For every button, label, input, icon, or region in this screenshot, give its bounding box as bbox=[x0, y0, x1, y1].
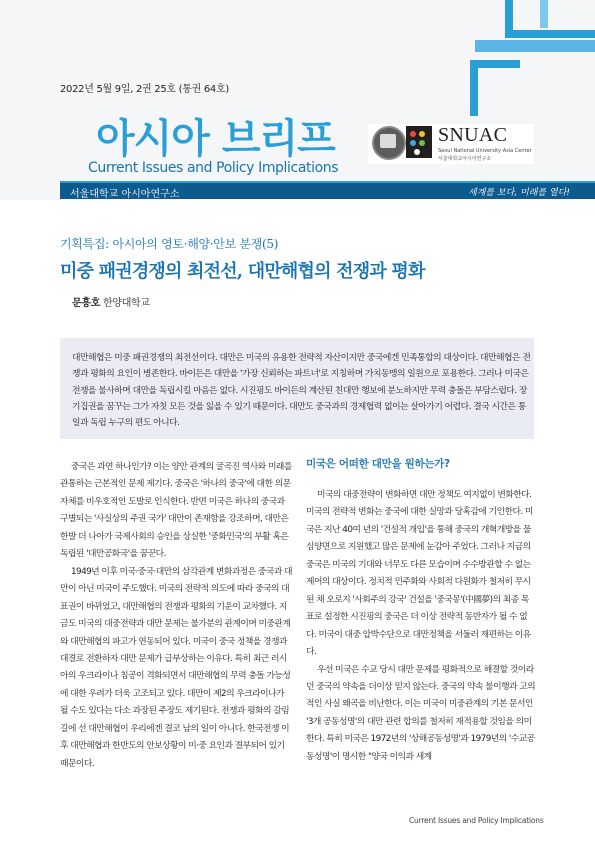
decor-bar bbox=[470, 60, 520, 68]
publication-title: 아시아 브리프 bbox=[96, 116, 335, 162]
body-column-left bbox=[60, 459, 292, 773]
publication-subtitle: Current Issues and Policy Implications bbox=[88, 160, 339, 176]
body-paragraph: 중국은 과연 하나인가? 이는 양안 관계의 굴곡진 역사와 미래를 관통하는 근본적인 문제 제기다. 중국은 '하나의 중국'에 대한 의문 자체를 비우호적인 도발로 인식한다. 반면 미국은 하나의 중국과 구별되는 '사실상의 주권 국가' 대만이 존재함을 강조하며, 대만은 한발 더 나아가 국제사회의 승인을 상실한 '중화민국'의 부활 혹은 독립된 '대만공화국'을 꿈꾼다. bbox=[60, 462, 292, 560]
body-paragraph: 1949년 이후 미국·중국·대만의 삼각관계 변화과정은 중국과 대만이 아닌 미국이 주도했다. 미국의 전략적 의도에 따라 중국의 대표권이 바뀌었고, 대만해협의 전쟁과 평화의 기운이 교차했다. 지금도 미국의 대중전략과 대만 문제는 불가분의 관계이며 미중관계와 대만해협의 파고가 연동되어 있다. 미국이 중국 정책을 경쟁과 대결로 전환하자 대만 문제가 급부상하는 이유다. 특히 최근 러시아의 우크라이나 침공이 격화되면서 대만해협의 무력 충돌 가능성에 대한 우려가 더욱 고조되고 있다. 대만이 제2의 우크라이나가 될 수도 있다는 다소 과장된 주장도 제기된다. 전쟁과 평화의 갈림길에 선 대만해협이 우리에겐 결코 남의 일이 아니다. 한국전쟁 이후 대만해협과 한반도의 안보상황이 미·중 요인과 결부되어 있기 때문이다. bbox=[60, 566, 292, 769]
summary-text: 대만해협은 미중 패권경쟁의 최전선이다. 대만은 미국의 유용한 전략적 자산이지만 중국에겐 민족통합의 대상이다. 대만해협은 전쟁과 평화의 요인이 병존한다. 바이든은 대만을 '가장 신뢰하는 파트너'로 지칭하며 가치동맹의 일원으로 포용한다. 그러나 미국은 전쟁을 불사하며 대만을 독립시킬 마음은 없다. 시진핑도 바이든의 계산된 친대만 행보에 분노하지만 무력 충돌은 부담스럽다. 장기집권을 꿈꾸는 그가 자칫 모든 것을 잃을 수 있기 때문이다. 대만도 중국과의 경제협력 없이는 살아가기 어렵다. 결국 시간은 통일과 독립 누구의 편도 아니다. bbox=[72, 353, 531, 429]
snuac-korean-name: 서울대학교아시아연구소 bbox=[438, 156, 492, 162]
body-paragraph: 우선 미국은 수교 당시 대만 문제를 평화적으로 해결할 것이라던 중국의 약속을 더이상 믿지 않는다. 중국의 약속 불이행과 고의적인 사실 왜곡을 비난한다. 이는 미국이 미중관계의 기본 문서인 '3개 공동성명'의 대만 관련 합의를 철저히 재적용할 것임을 의미한다. 특히 미국은 1972년의 '상해공동성명'과 1979년의 '수교공동성명'이 명시한 "양국 이익과 세계 bbox=[306, 664, 536, 762]
snuac-english-name: Seoul National University Asia Center bbox=[438, 148, 532, 154]
emblem-dot bbox=[419, 140, 425, 146]
issue-date: 2022년 5월 9일, 2권 25호 (통권 64호) bbox=[60, 84, 229, 95]
emblem-dot bbox=[410, 131, 416, 137]
snuac-wordmark: SNUAC bbox=[438, 124, 508, 146]
decor-bar bbox=[470, 60, 478, 116]
series-kicker: 기획특집: 아시아의 영토·해양·안보 분쟁(5) bbox=[60, 237, 279, 251]
seal-emblem-icon bbox=[380, 134, 396, 148]
asia-center-emblem-icon bbox=[406, 126, 432, 158]
institute-name: 서울대학교 아시아연구소 bbox=[70, 189, 180, 200]
emblem-dot bbox=[419, 131, 425, 137]
author-name: 문흥호 bbox=[72, 298, 101, 309]
decor-band bbox=[475, 40, 595, 52]
author-affiliation: 한양대학교 bbox=[100, 298, 150, 309]
emblem-dot bbox=[410, 140, 416, 146]
emblem-dot bbox=[414, 149, 420, 155]
section-heading: 미국은 어떠한 대만을 원하는가? bbox=[306, 458, 450, 470]
decor-bar bbox=[505, 30, 595, 38]
article-headline: 미중 패권경쟁의 최전선, 대만해협의 전쟁과 평화 bbox=[60, 261, 425, 282]
slogan: 세계를 보다, 미래를 열다! bbox=[468, 188, 570, 198]
body-column-right bbox=[306, 487, 536, 766]
decor-bar bbox=[540, 0, 548, 28]
author-line bbox=[72, 294, 150, 309]
body-paragraph: 미국의 대중전략이 변화하면 대만 정책도 여지없이 변화한다. 미국의 전략적 변화는 중국에 대한 실망과 당혹감에 기인한다. 미국은 지난 40여 년의 '건설적 개입'을 통해 중국의 개혁개방을 물심양면으로 지원했고 많은 문제에 눈감아 주었다. 그러나 지금의 중국은 미국의 기대와 너무도 다른 모습이며 수수방관할 수 없는 제어의 대상이다. 정치적 민주화와 사회적 다원화가 철저히 무시된 채 오로지 '사회주의 강국' 건설을 '중국몽'(中國夢)의 최종 목표로 설정한 시진핑의 중국은 더 이상 전략적 동반자가 될 수 없다. 미국이 대중 압박수단으로 대만정책을 서둘러 재편하는 이유다. bbox=[306, 490, 533, 658]
page-footer: Current Issues and Policy Implications bbox=[409, 816, 544, 825]
